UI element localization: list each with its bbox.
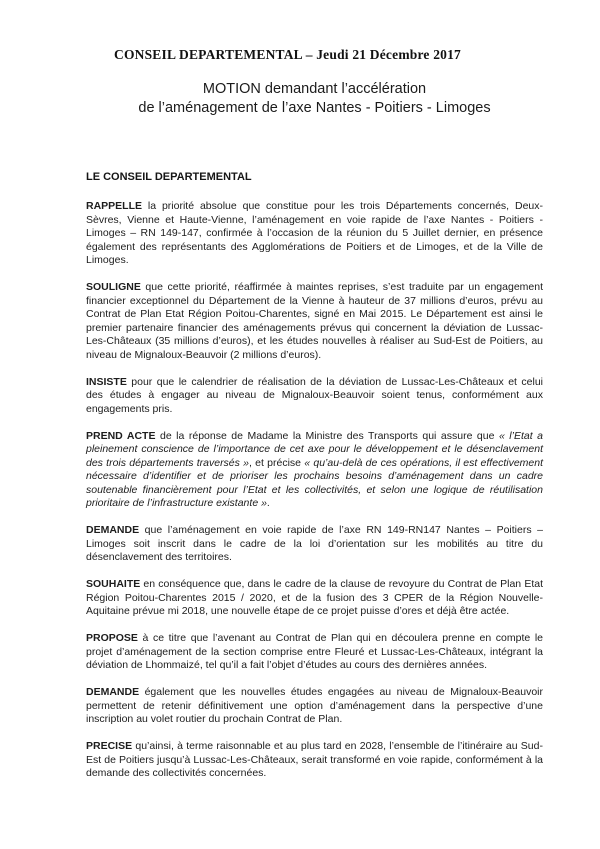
paragraph-segment: qu’ainsi, à terme raisonnable et au plus tard en 2028, l’ensemble de l’itinéraire au Sud-Est de Poitiers jusqu’à Lussac-Les-Châteaux, serait transformé en voie rapide, conformément à la demande des collectivités concernées. <box>86 740 543 779</box>
motion-paragraphs <box>86 200 543 781</box>
paragraph-segment: DEMANDE <box>86 524 140 536</box>
paragraph-insiste <box>86 376 543 417</box>
paragraph-demande <box>86 524 543 565</box>
paragraph-segment: que l’aménagement en voie rapide de l’axe RN 149-RN147 Nantes – Poitiers – Limoges soit inscrit dans le cadre de la loi d’orientation sur les mobilités au titre du désenclavement des territoires. <box>86 524 543 563</box>
paragraph-segment: . <box>266 497 270 509</box>
paragraph-souhaite <box>86 578 543 619</box>
document-header: CONSEIL DEPARTEMENTAL – Jeudi 21 Décembre 2017 <box>114 47 461 62</box>
paragraph-propose <box>86 632 543 673</box>
title-line-2: de l’aménagement de l’axe Nantes - Poitiers - Limoges <box>138 100 491 116</box>
paragraph-segment: que cette priorité, réaffirmée à maintes reprises, s’est traduite par un engagement financier exceptionnel du Département de la Vienne à hauteur de 37 millions d’euros, prévu au Contrat de Plan Etat Région Poitou-Charentes, signé en Mai 2015. Le Département est ainsi le premier partenaire financier des aménagements prévus qui concernent la déviation de Lussac-Les-Châteaux (35 millions d’euros), et les études nouvelles à réaliser au Sud-Est de Poitiers, au niveau de Mignaloux-Beauvoir (2 millions d’euros). <box>86 281 543 361</box>
paragraph-segment: PRECISE <box>86 740 133 752</box>
paragraph-segment: la priorité absolue que constitue pour les trois Départements concernés, Deux-Sèvres, Vienne et Haute-Vienne, l’aménagement en voie rapide de l’axe Nantes - Poitiers - Limoges – RN 149-147, confirmée à l’occasion de la réunion du 5 Juillet dernier, en présence également des représentants des Agglomérations de Poitiers et de Limoges, et de la Ville de Limoges. <box>86 200 543 266</box>
paragraph-segment: DEMANDE <box>86 686 140 698</box>
paragraph-segment: PREND ACTE <box>86 429 156 442</box>
paragraph-rappelle <box>86 200 543 268</box>
paragraph-segment: « qu’au-delà de ces opérations, il est effectivement nécessaire d’identifier et de prioriser les prochains besoins d’aménagement dans un cadre soutenable financièrement pour l’Etat et les collectivités, et selon une logique de réutilisation prioritaire de l’infrastructure existante » <box>86 456 543 509</box>
title-line-1: MOTION demandant l’accélération <box>202 81 427 97</box>
section-heading: LE CONSEIL DEPARTEMENTAL <box>86 171 252 183</box>
paragraph-segment: SOULIGNE <box>86 281 141 293</box>
paragraph-precise <box>86 740 543 781</box>
paragraph-segment: PROPOSE <box>86 632 138 644</box>
paragraph-demande <box>86 686 543 727</box>
paragraph-segment: SOUHAITE <box>86 578 141 590</box>
paragraph-segment: également que les nouvelles études engagées au niveau de Mignaloux-Beauvoir permettent de retenir définitivement une option d’aménagement dans la perspective d’une inscription au volet routier du prochain Contrat de Plan. <box>86 686 543 725</box>
paragraph-segment: pour que le calendrier de réalisation de la déviation de Lussac-Les-Châteaux et celui des études à engager au niveau de Mignaloux-Beauvoir soient tenus, conformément aux engagements pris. <box>86 375 543 415</box>
paragraph-prend-acte <box>86 430 543 511</box>
document-content <box>86 0 543 794</box>
paragraph-segment: RAPPELLE <box>86 200 143 212</box>
paragraph-segment: INSISTE <box>86 375 127 388</box>
paragraph-segment: , et précise <box>249 456 305 469</box>
paragraph-souligne <box>86 281 543 362</box>
paragraph-segment: à ce titre que l’avenant au Contrat de Plan qui en découlera prenne en compte le projet d’aménagement de la section comprise entre Fleuré et Lussac-Les-Châteaux, intégrant la déviation de Lhommaizé, tel qu’il a fait l’objet d’études au cours des dernières années. <box>86 632 543 671</box>
document-title <box>86 80 543 118</box>
paragraph-segment: « l’Etat a pleinement conscience de l’importance de cet axe pour le développement et le désenclavement des trois départements traversés » <box>86 429 543 469</box>
paragraph-segment: en conséquence que, dans le cadre de la clause de revoyure du Contrat de Plan Etat Région Poitou-Charentes 2015 / 2020, et de la fusion des 3 CPER de la Région Nouvelle-Aquitaine prévue mi 2018, une nouvelle étape de ce projet puisse d’ores et déjà être actée. <box>86 578 543 617</box>
paragraph-segment: de la réponse de Madame la Ministre des Transports qui assure que <box>155 429 499 442</box>
